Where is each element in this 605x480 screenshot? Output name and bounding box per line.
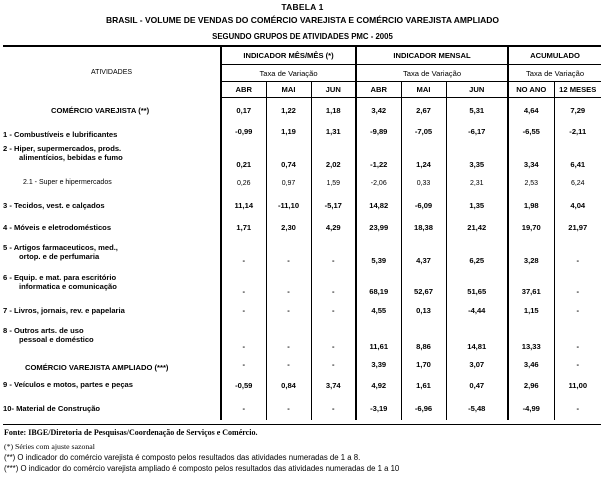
table-cell: 0,26 bbox=[221, 173, 266, 195]
row-label-line: COMÉRCIO VAREJISTA AMPLIADO (***) bbox=[25, 362, 169, 372]
table-cell: -4,99 bbox=[508, 398, 554, 420]
row-label bbox=[3, 269, 221, 300]
table-cell: 18,38 bbox=[401, 217, 446, 239]
row-label bbox=[3, 239, 221, 269]
table-row bbox=[3, 398, 601, 420]
table-cell: 1,31 bbox=[311, 124, 356, 140]
column-header: JUN bbox=[446, 82, 508, 98]
column-header: JUN bbox=[311, 82, 356, 98]
table-cell: 0,84 bbox=[266, 374, 311, 398]
table-subtitle: BRASIL - VOLUME DE VENDAS DO COMÉRCIO VAREJISTA E COMÉRCIO VAREJISTA AMPLIADO bbox=[105, 15, 500, 25]
table-cell: 1,15 bbox=[508, 300, 554, 322]
table-cell: 1,59 bbox=[311, 173, 356, 195]
table-cell: - bbox=[311, 355, 356, 374]
table-row bbox=[3, 140, 601, 173]
row-label-line: alimentícios, bebidas e fumo bbox=[19, 152, 123, 162]
table-cell: - bbox=[554, 398, 601, 420]
table-cell: -9,89 bbox=[356, 124, 401, 140]
table-cell: - bbox=[266, 355, 311, 374]
table-cell: -1,22 bbox=[356, 140, 401, 173]
row-label bbox=[3, 217, 221, 239]
table-cell: - bbox=[221, 398, 266, 420]
table-row bbox=[3, 195, 601, 217]
table-row bbox=[3, 124, 601, 140]
table-cell: - bbox=[311, 300, 356, 322]
table-cell: 2,02 bbox=[311, 140, 356, 173]
table-cell: 3,46 bbox=[508, 355, 554, 374]
row-label bbox=[3, 322, 221, 355]
table-cell: - bbox=[221, 300, 266, 322]
row-label-line: 2 - Hiper, supermercados, prods. bbox=[3, 143, 122, 153]
table-cell: 4,92 bbox=[356, 374, 401, 398]
group-header-mes-mes: INDICADOR MÊS/MÊS (*) bbox=[221, 47, 356, 65]
table-cell: 37,61 bbox=[508, 269, 554, 300]
table-cell: -6,17 bbox=[446, 124, 508, 140]
table-cell: 4,04 bbox=[554, 195, 601, 217]
table-title: TABELA 1 bbox=[281, 2, 324, 12]
table-cell: 1,24 bbox=[401, 140, 446, 173]
table-cell: 11,61 bbox=[356, 322, 401, 355]
table-cell: 1,70 bbox=[401, 355, 446, 374]
table-cell: 6,24 bbox=[554, 173, 601, 195]
table-cell: 7,29 bbox=[554, 98, 601, 124]
table-cell: - bbox=[221, 269, 266, 300]
table-cell: 2,96 bbox=[508, 374, 554, 398]
table-cell: - bbox=[554, 300, 601, 322]
row-label-line: ortop. e de perfumaria bbox=[19, 251, 100, 261]
table-cell: - bbox=[554, 239, 601, 269]
table-cell: 0,97 bbox=[266, 173, 311, 195]
header-group-row bbox=[3, 47, 601, 65]
row-label bbox=[3, 124, 221, 140]
table-cell: 13,33 bbox=[508, 322, 554, 355]
table-cell: - bbox=[311, 239, 356, 269]
table-cell: - bbox=[221, 322, 266, 355]
table-row bbox=[3, 98, 601, 124]
table-cell: - bbox=[554, 355, 601, 374]
table-cell: -5,48 bbox=[446, 398, 508, 420]
table-cell: 51,65 bbox=[446, 269, 508, 300]
table-row bbox=[3, 322, 601, 355]
table-cell: 1,98 bbox=[508, 195, 554, 217]
taxa-label: Taxa de Variação bbox=[508, 65, 601, 82]
table-row bbox=[3, 374, 601, 398]
group-header-mensal: INDICADOR MENSAL bbox=[356, 47, 508, 65]
table-cell: 1,35 bbox=[446, 195, 508, 217]
column-header: ABR bbox=[221, 82, 266, 98]
table-cell: 23,99 bbox=[356, 217, 401, 239]
table-cell: 4,37 bbox=[401, 239, 446, 269]
table-row bbox=[3, 239, 601, 269]
table-cell: - bbox=[266, 322, 311, 355]
table-cell: 1,61 bbox=[401, 374, 446, 398]
table-cell: 3,39 bbox=[356, 355, 401, 374]
table-cell: -3,19 bbox=[356, 398, 401, 420]
table-cell: 6,41 bbox=[554, 140, 601, 173]
table-cell: - bbox=[554, 269, 601, 300]
row-label-line: 7 - Livros, jornais, rev. e papelaria bbox=[3, 305, 125, 315]
table-cell: -7,05 bbox=[401, 124, 446, 140]
table-cell: 3,07 bbox=[446, 355, 508, 374]
table-cell: 0,13 bbox=[401, 300, 446, 322]
row-label bbox=[3, 98, 221, 124]
row-label bbox=[3, 195, 221, 217]
table-cell: -0,99 bbox=[221, 124, 266, 140]
table-cell: 19,70 bbox=[508, 217, 554, 239]
table-cell: 1,19 bbox=[266, 124, 311, 140]
table-cell: 2,53 bbox=[508, 173, 554, 195]
row-label-line: 2.1 - Super e hipermercados bbox=[23, 178, 112, 186]
table-row bbox=[3, 217, 601, 239]
table-cell: - bbox=[311, 322, 356, 355]
table-row bbox=[3, 300, 601, 322]
table-cell: 0,74 bbox=[266, 140, 311, 173]
table-cell: -11,10 bbox=[266, 195, 311, 217]
table-cell: 8,86 bbox=[401, 322, 446, 355]
table-row bbox=[3, 355, 601, 374]
row-label bbox=[3, 300, 221, 322]
table-cell: 68,19 bbox=[356, 269, 401, 300]
table-cell: - bbox=[221, 355, 266, 374]
table-cell: - bbox=[311, 398, 356, 420]
table-cell: - bbox=[266, 269, 311, 300]
taxa-label: Taxa de Variação bbox=[221, 65, 356, 82]
table-cell: 4,29 bbox=[311, 217, 356, 239]
table-cell: 0,17 bbox=[221, 98, 266, 124]
table-cell: 1,22 bbox=[266, 98, 311, 124]
table-cell: 11,14 bbox=[221, 195, 266, 217]
table-cell: 1,18 bbox=[311, 98, 356, 124]
table-cell: 11,00 bbox=[554, 374, 601, 398]
table-cell: - bbox=[311, 269, 356, 300]
table-cell: 0,47 bbox=[446, 374, 508, 398]
row-label bbox=[3, 374, 221, 398]
table-row bbox=[3, 269, 601, 300]
column-header: NO ANO bbox=[508, 82, 554, 98]
footnote-3: (***) O indicador do comércio varejista ampliado é composto pelos resultados das atividades numeradas de 1 a 10 bbox=[4, 464, 400, 473]
row-label-line: pessoal e doméstico bbox=[19, 334, 94, 344]
table-cell: 52,67 bbox=[401, 269, 446, 300]
table-cell: 4,64 bbox=[508, 98, 554, 124]
footnote-1: (*) Séries com ajuste sazonal bbox=[4, 442, 95, 451]
column-header: MAI bbox=[401, 82, 446, 98]
table-cell: 3,42 bbox=[356, 98, 401, 124]
row-label-line: 3 - Tecidos, vest. e calçados bbox=[3, 200, 105, 210]
table-cell: 21,97 bbox=[554, 217, 601, 239]
footnote-2: (**) O indicador do comércio varejista é composto pelos resultados das atividades numeradas de 1 a 8. bbox=[4, 453, 361, 462]
table-cell: 4,55 bbox=[356, 300, 401, 322]
table-cell: - bbox=[266, 239, 311, 269]
row-label-line: 6 - Equip. e mat. para escritório bbox=[3, 272, 117, 282]
table-cell: -2,06 bbox=[356, 173, 401, 195]
table-cell: 2,31 bbox=[446, 173, 508, 195]
row-label-line: 1 - Combustíveis e lubrificantes bbox=[3, 129, 118, 139]
table-cell: -0,59 bbox=[221, 374, 266, 398]
table-cell: 1,71 bbox=[221, 217, 266, 239]
table-cell: 21,42 bbox=[446, 217, 508, 239]
table-cell: - bbox=[554, 322, 601, 355]
row-label-line: 9 - Veículos e motos, partes e peças bbox=[3, 379, 133, 389]
table-cell: 14,82 bbox=[356, 195, 401, 217]
table-cell: -5,17 bbox=[311, 195, 356, 217]
table-cell: 5,31 bbox=[446, 98, 508, 124]
table-cell: 3,34 bbox=[508, 140, 554, 173]
table-subtitle-2: SEGUNDO GRUPOS DE ATIVIDADES PMC - 2005 bbox=[212, 32, 393, 41]
footnote-fonte: Fonte: IBGE/Diretoria de Pesquisas/Coordenação de Serviços e Comércio. bbox=[4, 428, 258, 437]
table-cell: 3,74 bbox=[311, 374, 356, 398]
row-label bbox=[3, 173, 221, 195]
table-cell: 3,35 bbox=[446, 140, 508, 173]
table-cell: -4,44 bbox=[446, 300, 508, 322]
table-cell: 6,25 bbox=[446, 239, 508, 269]
taxa-label: Taxa de Variação bbox=[356, 65, 508, 82]
table-body bbox=[3, 98, 601, 420]
table-cell: 14,81 bbox=[446, 322, 508, 355]
table-cell: -6,96 bbox=[401, 398, 446, 420]
table-cell: - bbox=[266, 300, 311, 322]
table-row bbox=[3, 173, 601, 195]
row-label bbox=[3, 140, 221, 173]
column-header: ABR bbox=[356, 82, 401, 98]
table-cell: 2,30 bbox=[266, 217, 311, 239]
row-label bbox=[3, 355, 221, 374]
row-label-line: 8 - Outros arts. de uso bbox=[3, 325, 84, 335]
column-header-atividades: ATIVIDADES bbox=[90, 68, 133, 76]
table-cell: 5,39 bbox=[356, 239, 401, 269]
group-header-acumulado: ACUMULADO bbox=[508, 47, 601, 65]
table-cell: 0,21 bbox=[221, 140, 266, 173]
row-label-line: 5 - Artigos farmaceuticos, med., bbox=[3, 242, 118, 252]
table-cell: 0,33 bbox=[401, 173, 446, 195]
row-label-line: COMÉRCIO VAREJISTA (**) bbox=[51, 105, 150, 115]
table-cell: - bbox=[266, 398, 311, 420]
data-table bbox=[3, 45, 601, 425]
row-label-line: informatica e comunicação bbox=[19, 281, 117, 291]
column-header: MAI bbox=[266, 82, 311, 98]
table-cell: 2,67 bbox=[401, 98, 446, 124]
row-label-line: 4 - Móveis e eletrodomésticos bbox=[3, 222, 112, 232]
column-header: 12 MESES bbox=[554, 82, 601, 98]
table-cell: 3,28 bbox=[508, 239, 554, 269]
table-cell: - bbox=[221, 239, 266, 269]
table-cell: -6,55 bbox=[508, 124, 554, 140]
table-cell: -6,09 bbox=[401, 195, 446, 217]
table-cell: -2,11 bbox=[554, 124, 601, 140]
row-label bbox=[3, 398, 221, 420]
row-label-line: 10- Material de Construção bbox=[3, 403, 101, 413]
